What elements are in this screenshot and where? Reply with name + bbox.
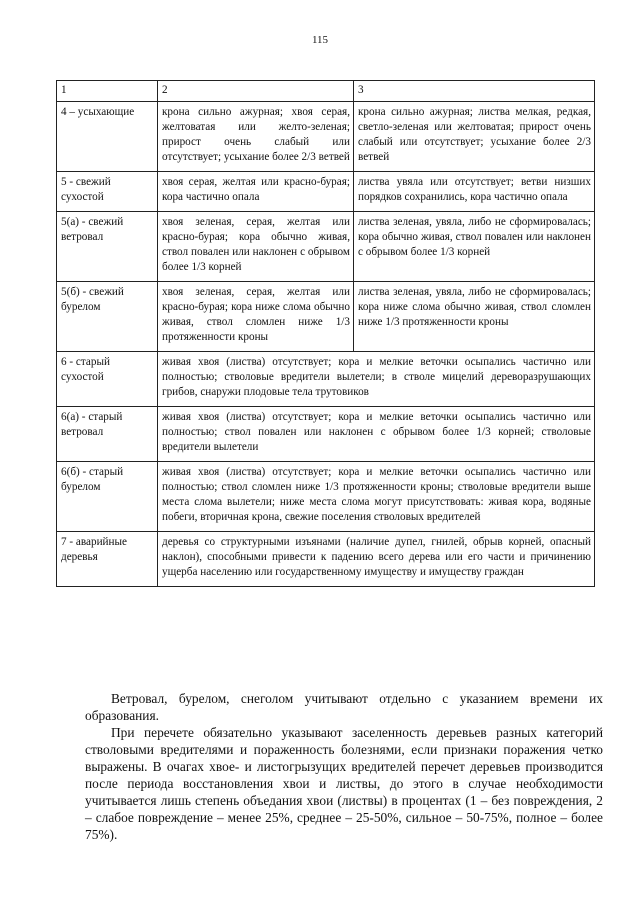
column-header: 2 [158,81,354,102]
conifer-cell: хвоя серая, желтая или красно-бурая; кора частично опала [158,172,354,212]
table-row [57,407,595,462]
column-header: 1 [57,81,158,102]
merged-description-cell: живая хвоя (листва) отсутствует; кора и мелкие веточки осыпались частично или полностью; стволовые вредители вылетели; в стволе мицелий дереворазрушающих грибов, снаружи плодовые тела трутовиков [158,352,595,407]
table-row [57,282,595,352]
body-text [85,690,603,843]
category-cell: 6 - старый сухостой [57,352,158,407]
table-header-row [57,81,595,102]
merged-description-cell: деревья со структурными изъянами (наличие дупел, гнилей, обрыв корней, опасный наклон), способными привести к падению всего дерева или его части и причинению ущерба населению или государственному имуществу и имуществу граждан [158,532,595,587]
category-cell: 5(а) - свежий ветровал [57,212,158,282]
table-row [57,212,595,282]
paragraph: При перечете обязательно указывают заселенность деревьев разных категорий стволовыми вредителями и пораженность болезнями, если признаки поражения четко выражены. В очагах хвое- и листогрызущих вредителей перечет деревьев производится после периода восстановления хвои и листвы, до этого в случае необходимости учитывается лишь степень объедания хвои (листвы) в процентах (1 – без повреждения, 2 – слабое повреждение – менее 25%, среднее – 25-50%, сильное – 50-75%, полное – более 75%). [85,725,603,842]
category-cell: 6(б) - старый бурелом [57,462,158,532]
paragraph: Ветровал, бурелом, снеголом учитывают отдельно с указанием времени их образования. [85,691,603,723]
page-number: 115 [311,34,329,46]
deciduous-cell: листва зеленая, увяла, либо не сформировалась; кора обычно живая, ствол повален или наклонен с обрывом более 1/3 корней [354,212,595,282]
deciduous-cell: листва зеленая, увяла, либо не сформировалась; кора ниже слома обычно живая, ствол сломлен ниже 1/3 протяженности кроны [354,282,595,352]
table-row [57,172,595,212]
category-cell: 4 – усыхающие [57,102,158,172]
table-row [57,352,595,407]
deciduous-cell: крона сильно ажурная; листва мелкая, редкая, светло-зеленая или желтоватая; прирост очень слабый или отсутствует; усыхание более 2/3 ветвей [354,102,595,172]
merged-description-cell: живая хвоя (листва) отсутствует; кора и мелкие веточки осыпались частично или полностью; ствол повален или наклонен с обрывом более 1/3 корней; стволовые вредители вылетели [158,407,595,462]
table-row [57,532,595,587]
conifer-cell: хвоя зеленая, серая, желтая или красно-бурая; кора ниже слома обычно живая, ствол сломлен ниже 1/3 протяженности кроны [158,282,354,352]
category-cell: 7 - аварийные деревья [57,532,158,587]
category-cell: 6(а) - старый ветровал [57,407,158,462]
column-header: 3 [354,81,595,102]
table-row [57,102,595,172]
table-row [57,462,595,532]
merged-description-cell: живая хвоя (листва) отсутствует; кора и мелкие веточки осыпались частично или полностью; ствол сломлен ниже 1/3 протяженности кроны; стволовые вредители выше места слома вылетели; ниже места слома могут присутствовать: живая кора, водяные побеги, вторичная крона, свежие поселения стволовых вредителей [158,462,595,532]
deciduous-cell: листва увяла или отсутствует; ветви низших порядков сохранились, кора частично опала [354,172,595,212]
conifer-cell: хвоя зеленая, серая, желтая или красно-бурая; кора обычно живая, ствол повален или наклонен с обрывом более 1/3 корней [158,212,354,282]
tree-condition-table [56,80,595,587]
conifer-cell: крона сильно ажурная; хвоя серая, желтоватая или желто-зеленая; прирост очень слабый или отсутствует; усыхание более 2/3 ветвей [158,102,354,172]
category-cell: 5 - свежий сухостой [57,172,158,212]
category-cell: 5(б) - свежий бурелом [57,282,158,352]
